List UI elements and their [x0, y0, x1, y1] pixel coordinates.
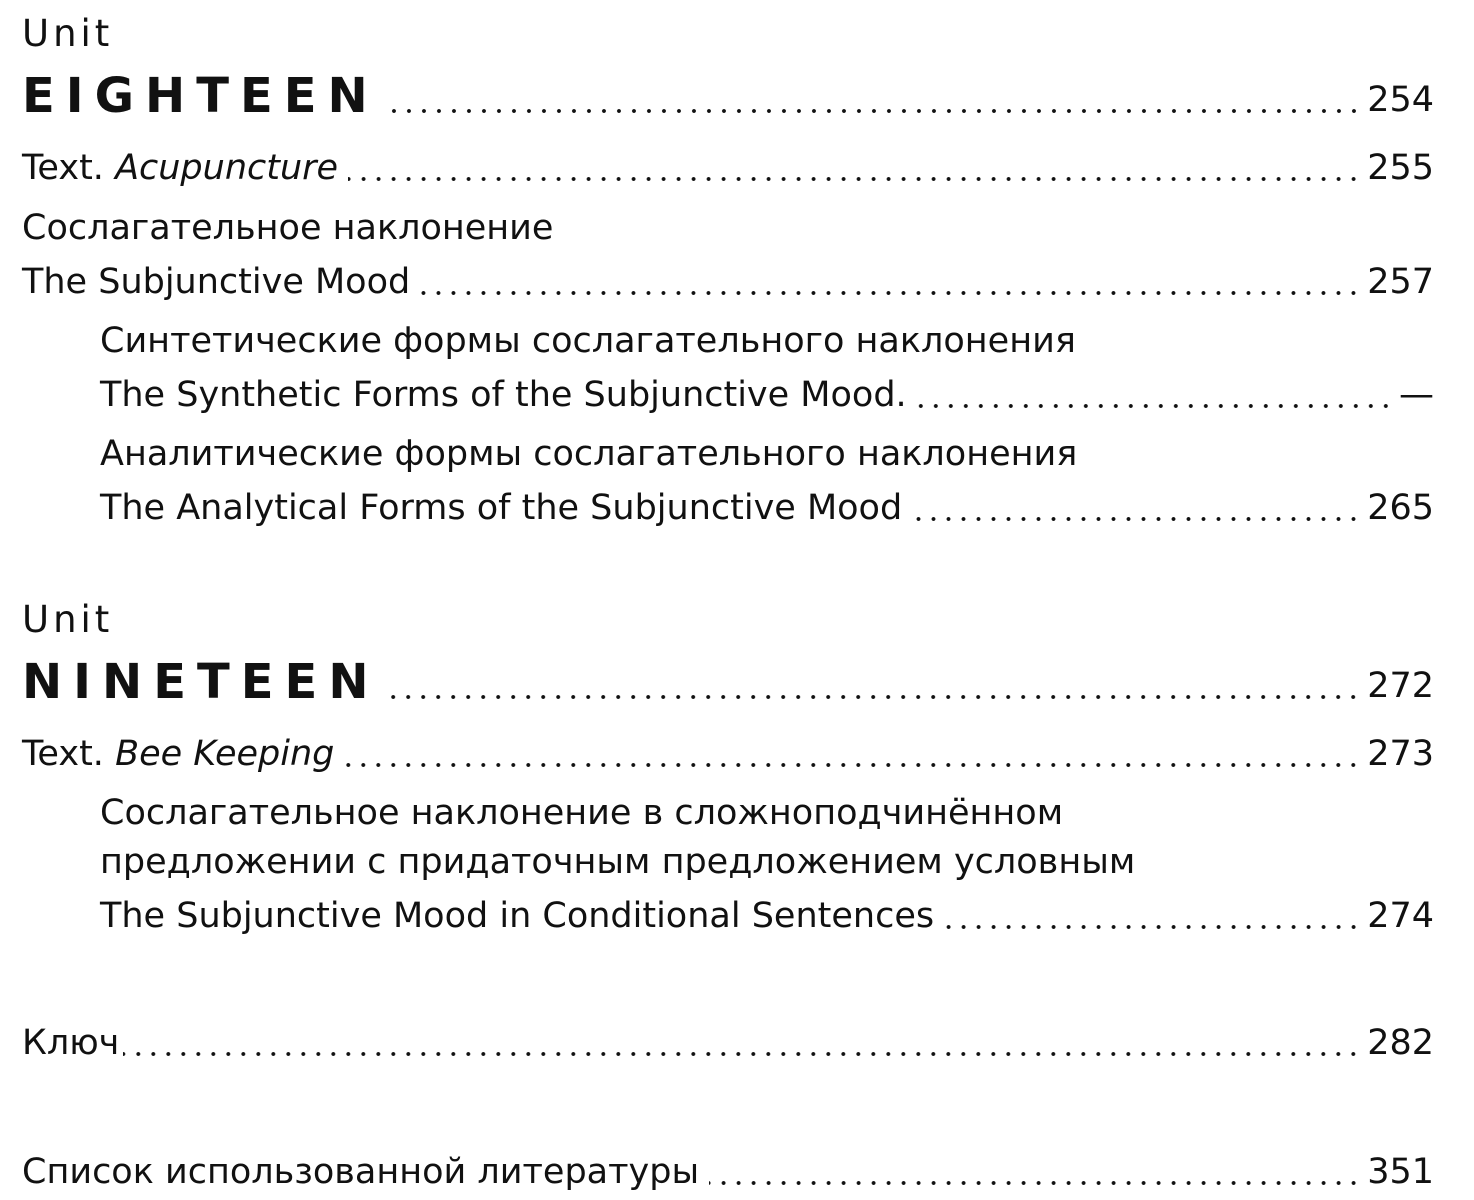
- entry-title: [22, 146, 338, 190]
- entry-title: Список использованной литературы: [22, 1152, 700, 1192]
- page-number: 265: [1367, 488, 1434, 528]
- text-title: Bee Keeping: [115, 734, 335, 774]
- text-prefix: Text.: [22, 734, 104, 774]
- subsection-title-ru-line1: Сослагательное наклонение в сложноподчинённом: [100, 793, 1064, 833]
- page-number: 274: [1367, 896, 1434, 936]
- toc-entry-subjunctive-mood[interactable]: [22, 252, 1434, 304]
- toc-entry-unit-19[interactable]: [22, 656, 1434, 708]
- page-number: 351: [1367, 1152, 1434, 1192]
- text-prefix: Text.: [22, 148, 104, 188]
- toc-entry-unit-18[interactable]: [22, 70, 1434, 122]
- subsection-title-ru-line2: предложении с придаточным предложением условным: [100, 842, 1136, 882]
- dot-leader: [709, 1179, 1361, 1187]
- entry-title: The Subjunctive Mood: [22, 262, 411, 302]
- entry-title: The Subjunctive Mood in Conditional Sentences: [100, 896, 935, 936]
- page-number: 272: [1367, 666, 1434, 706]
- toc-entry-text-bee-keeping[interactable]: [22, 724, 1434, 776]
- dot-leader: [389, 693, 1361, 701]
- dot-leader: [389, 107, 1361, 115]
- dot-leader: [338, 761, 1361, 769]
- page-number: 282: [1367, 1023, 1434, 1063]
- dot-leader: [348, 175, 1361, 183]
- page-number: 273: [1367, 734, 1434, 774]
- toc-entry-synthetic-forms[interactable]: [100, 365, 1434, 417]
- toc-entry-analytical-forms[interactable]: [100, 478, 1434, 530]
- entry-title: The Synthetic Forms of the Subjunctive Mood.: [100, 375, 907, 415]
- entry-title: [22, 732, 334, 776]
- dot-leader: [912, 515, 1361, 523]
- page-number: 254: [1367, 80, 1434, 120]
- page-number: 255: [1367, 148, 1434, 188]
- unit-18-label: Unit: [22, 12, 114, 55]
- section-title-ru: Сослагательное наклонение: [22, 208, 554, 248]
- toc-entry-key[interactable]: [22, 1013, 1434, 1065]
- dot-leader: [938, 923, 1361, 931]
- entry-title: The Analytical Forms of the Subjunctive Mood: [100, 488, 903, 528]
- unit-18-title: EIGHTEEN: [22, 68, 379, 124]
- subsection-title-ru: Аналитические формы сослагательного наклонения: [100, 434, 1078, 474]
- text-title: Acupuncture: [115, 148, 339, 188]
- unit-19-label: Unit: [22, 598, 114, 641]
- toc-entry-bibliography[interactable]: [22, 1142, 1434, 1194]
- dot-leader: [911, 402, 1393, 410]
- toc-entry-text-acupuncture[interactable]: [22, 138, 1434, 190]
- page-number: 257: [1367, 262, 1434, 302]
- page-number: —: [1399, 375, 1434, 415]
- dot-leader: [420, 289, 1361, 297]
- subsection-title-ru: Синтетические формы сослагательного наклонения: [100, 321, 1076, 361]
- entry-title: Ключ: [22, 1023, 120, 1063]
- toc-entry-conditional-sentences[interactable]: [100, 886, 1434, 938]
- unit-19-title: NINETEEN: [22, 654, 380, 710]
- dot-leader: [123, 1050, 1361, 1058]
